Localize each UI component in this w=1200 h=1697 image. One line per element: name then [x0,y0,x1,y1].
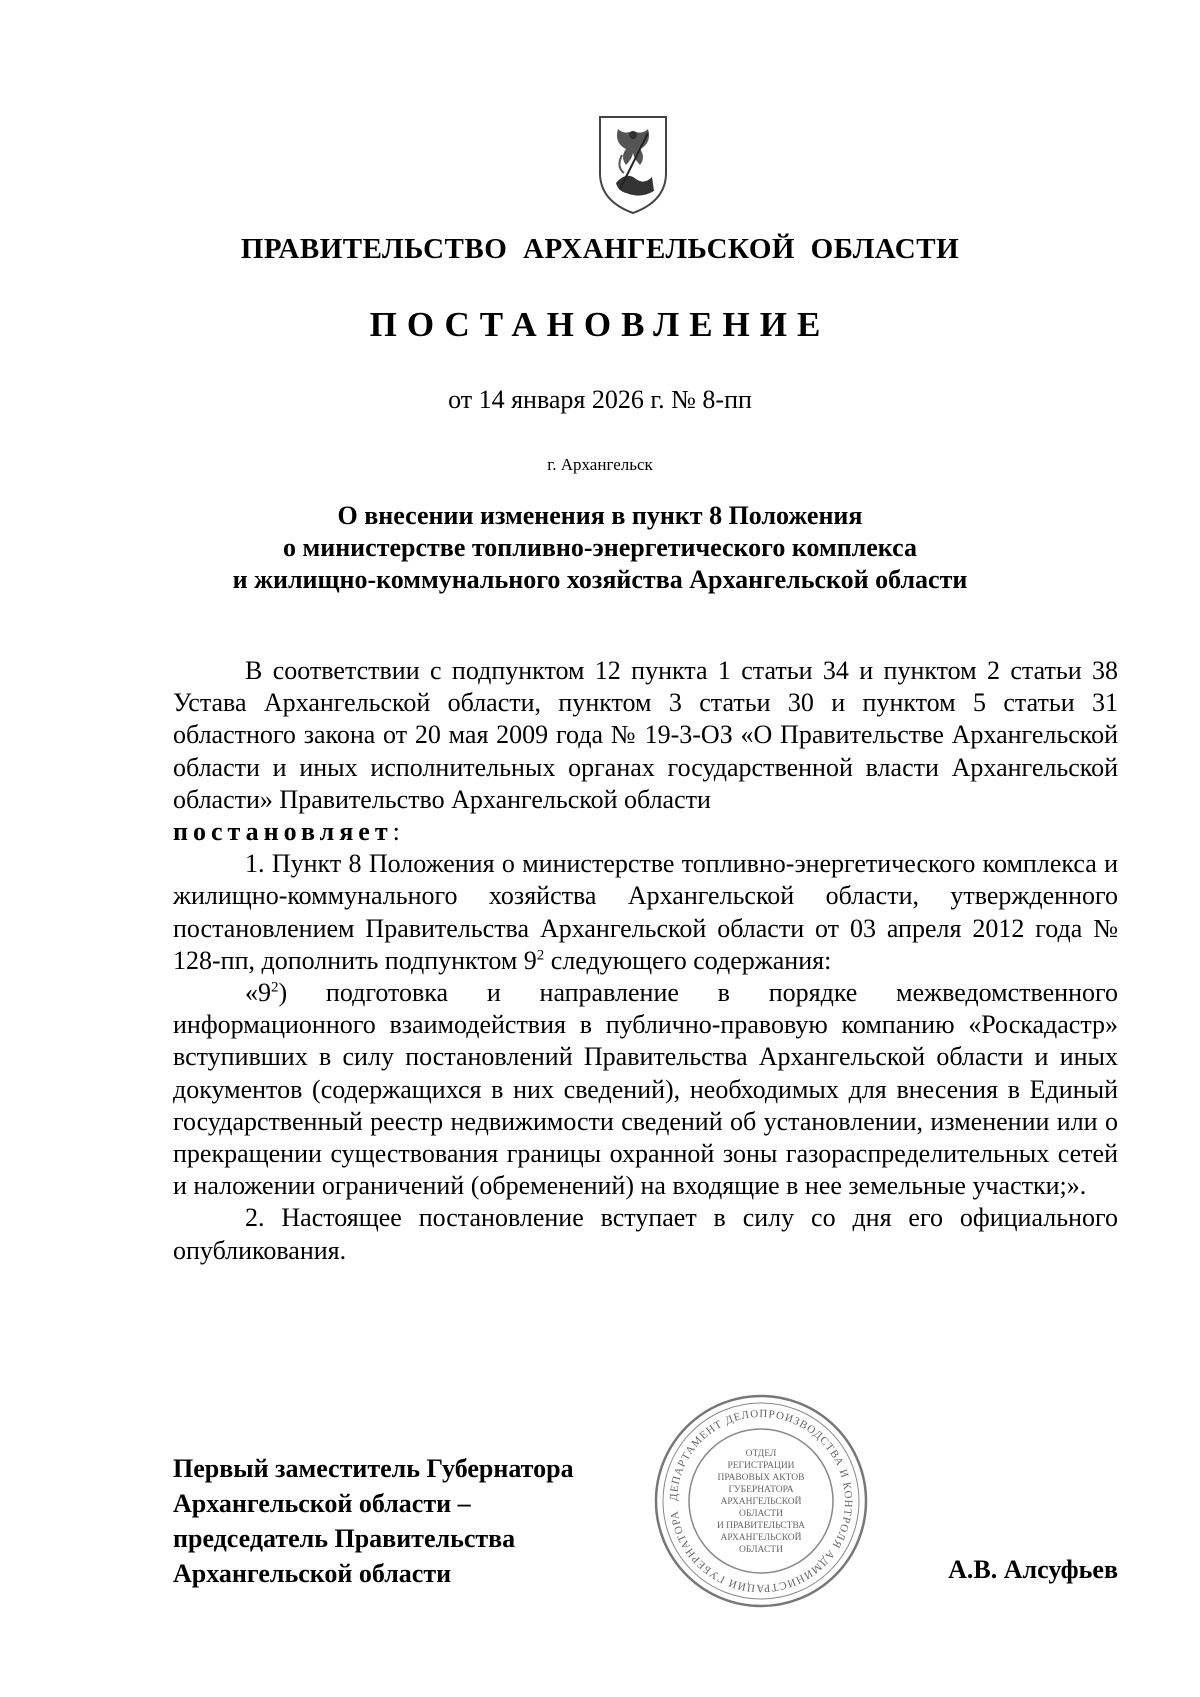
signatory-position [173,1451,574,1591]
subject-line-1: О внесении изменения в пункт 8 Положения [337,501,863,530]
item-1-tail: следующего содержания: [544,945,832,975]
quoted-subitem-paragraph [173,977,1118,1202]
seal-line: ПРАВОВЫХ АКТОВ [717,1473,805,1483]
position-line-1: Первый заместитель Губернатора [173,1454,574,1483]
seal-line: ОБЛАСТИ [739,1509,783,1519]
quote-superscript: 2 [271,979,279,996]
official-seal-stamp [652,1392,870,1610]
item-2-paragraph [173,1202,1118,1266]
quote-open: «9 [245,978,271,1008]
item-1-superscript: 2 [536,947,545,964]
signatory-name: А.В. Алсуфьев [948,1555,1118,1584]
item-2-text: 2. Настоящее постановление вступает в силу со дня его официального опубликования. [173,1203,1118,1265]
organization-title: ПРАВИТЕЛЬСТВО АРХАНГЕЛЬСКОЙ ОБЛАСТИ [240,233,960,265]
svg-text:ДЕПАРТАМЕНТ ДЕЛОПРОИЗВОДСТВА И: ДЕПАРТАМЕНТ ДЕЛОПРОИЗВОДСТВА И КОНТРОЛЯ АДМИНИСТРАЦИИ ГУБЕРНАТОРА [667,1407,855,1595]
position-line-3: председатель Правительства [173,1524,516,1553]
seal-line: И ПРАВИТЕЛЬСТВА [716,1521,806,1531]
seal-line: АРХАНГЕЛЬСКОЙ [720,1497,802,1507]
seal-line: ГУБЕРНАТОРА [728,1485,794,1495]
decree-colon: : [392,817,400,847]
subject-line-3: и жилищно-коммунального хозяйства Архангельской области [232,565,968,594]
decree-word: постановляет [173,817,393,847]
document-type: ПОСТАНОВЛЕНИЕ [369,305,831,344]
seal-line: АРХАНГЕЛЬСКОЙ [720,1533,802,1543]
preamble-paragraph [173,655,1118,848]
seal-line: РЕГИСТРАЦИИ [727,1461,795,1471]
city-line: г. Архангельск [547,455,653,474]
subject-line-2: о министерстве топливно-энергетического комплекса [283,533,917,562]
date-number-line: от 14 января 2026 г. № 8-пп [448,385,752,414]
item-1-text: 1. Пункт 8 Положения о министерстве топливно-энергетического комплекса и жилищно-коммунального хозяйства Архангельской области, утвержденного постановлением Правительства Архангельской области от 03 апреля 2012 года № 128-пп, дополнить подпунктом 9 [173,849,1118,975]
document-subject [0,500,1200,596]
document-body [173,655,1118,1267]
item-1-paragraph [173,848,1118,977]
preamble-text: В соответствии с подпунктом 12 пункта 1 статьи 34 и пунктом 2 статьи 38 Устава Архангельской области, пунктом 3 статьи 30 и пунктом 5 статьи 31 областного закона от 20 мая 2009 года № 19-3-ОЗ «О Правительстве Архангельской области и иных исполнительных органах государственной власти Архангельской области» Правительство Архангельской области [173,656,1118,814]
position-line-4: Архангельской области [173,1559,452,1588]
seal-line: ОБЛАСТИ [739,1545,783,1555]
coat-of-arms-icon [596,113,670,217]
position-line-2: Архангельской области – [173,1489,471,1518]
quote-text: ) подготовка и направление в порядке межведомственного информационного взаимодействия в публично-правовую компанию «Роскадастр» вступивших в силу постановлений Правительства Архангельской области и иных документов (содержащихся в них сведений), необходимых для внесения в Единый государственный реестр недвижимости сведений об установлении, изменении или о прекращении существования границы охранной зоны газораспределительных сетей и наложении ограничений (обременений) на входящие в нее земельные участки;». [173,978,1118,1201]
seal-line: ОТДЕЛ [745,1449,777,1459]
